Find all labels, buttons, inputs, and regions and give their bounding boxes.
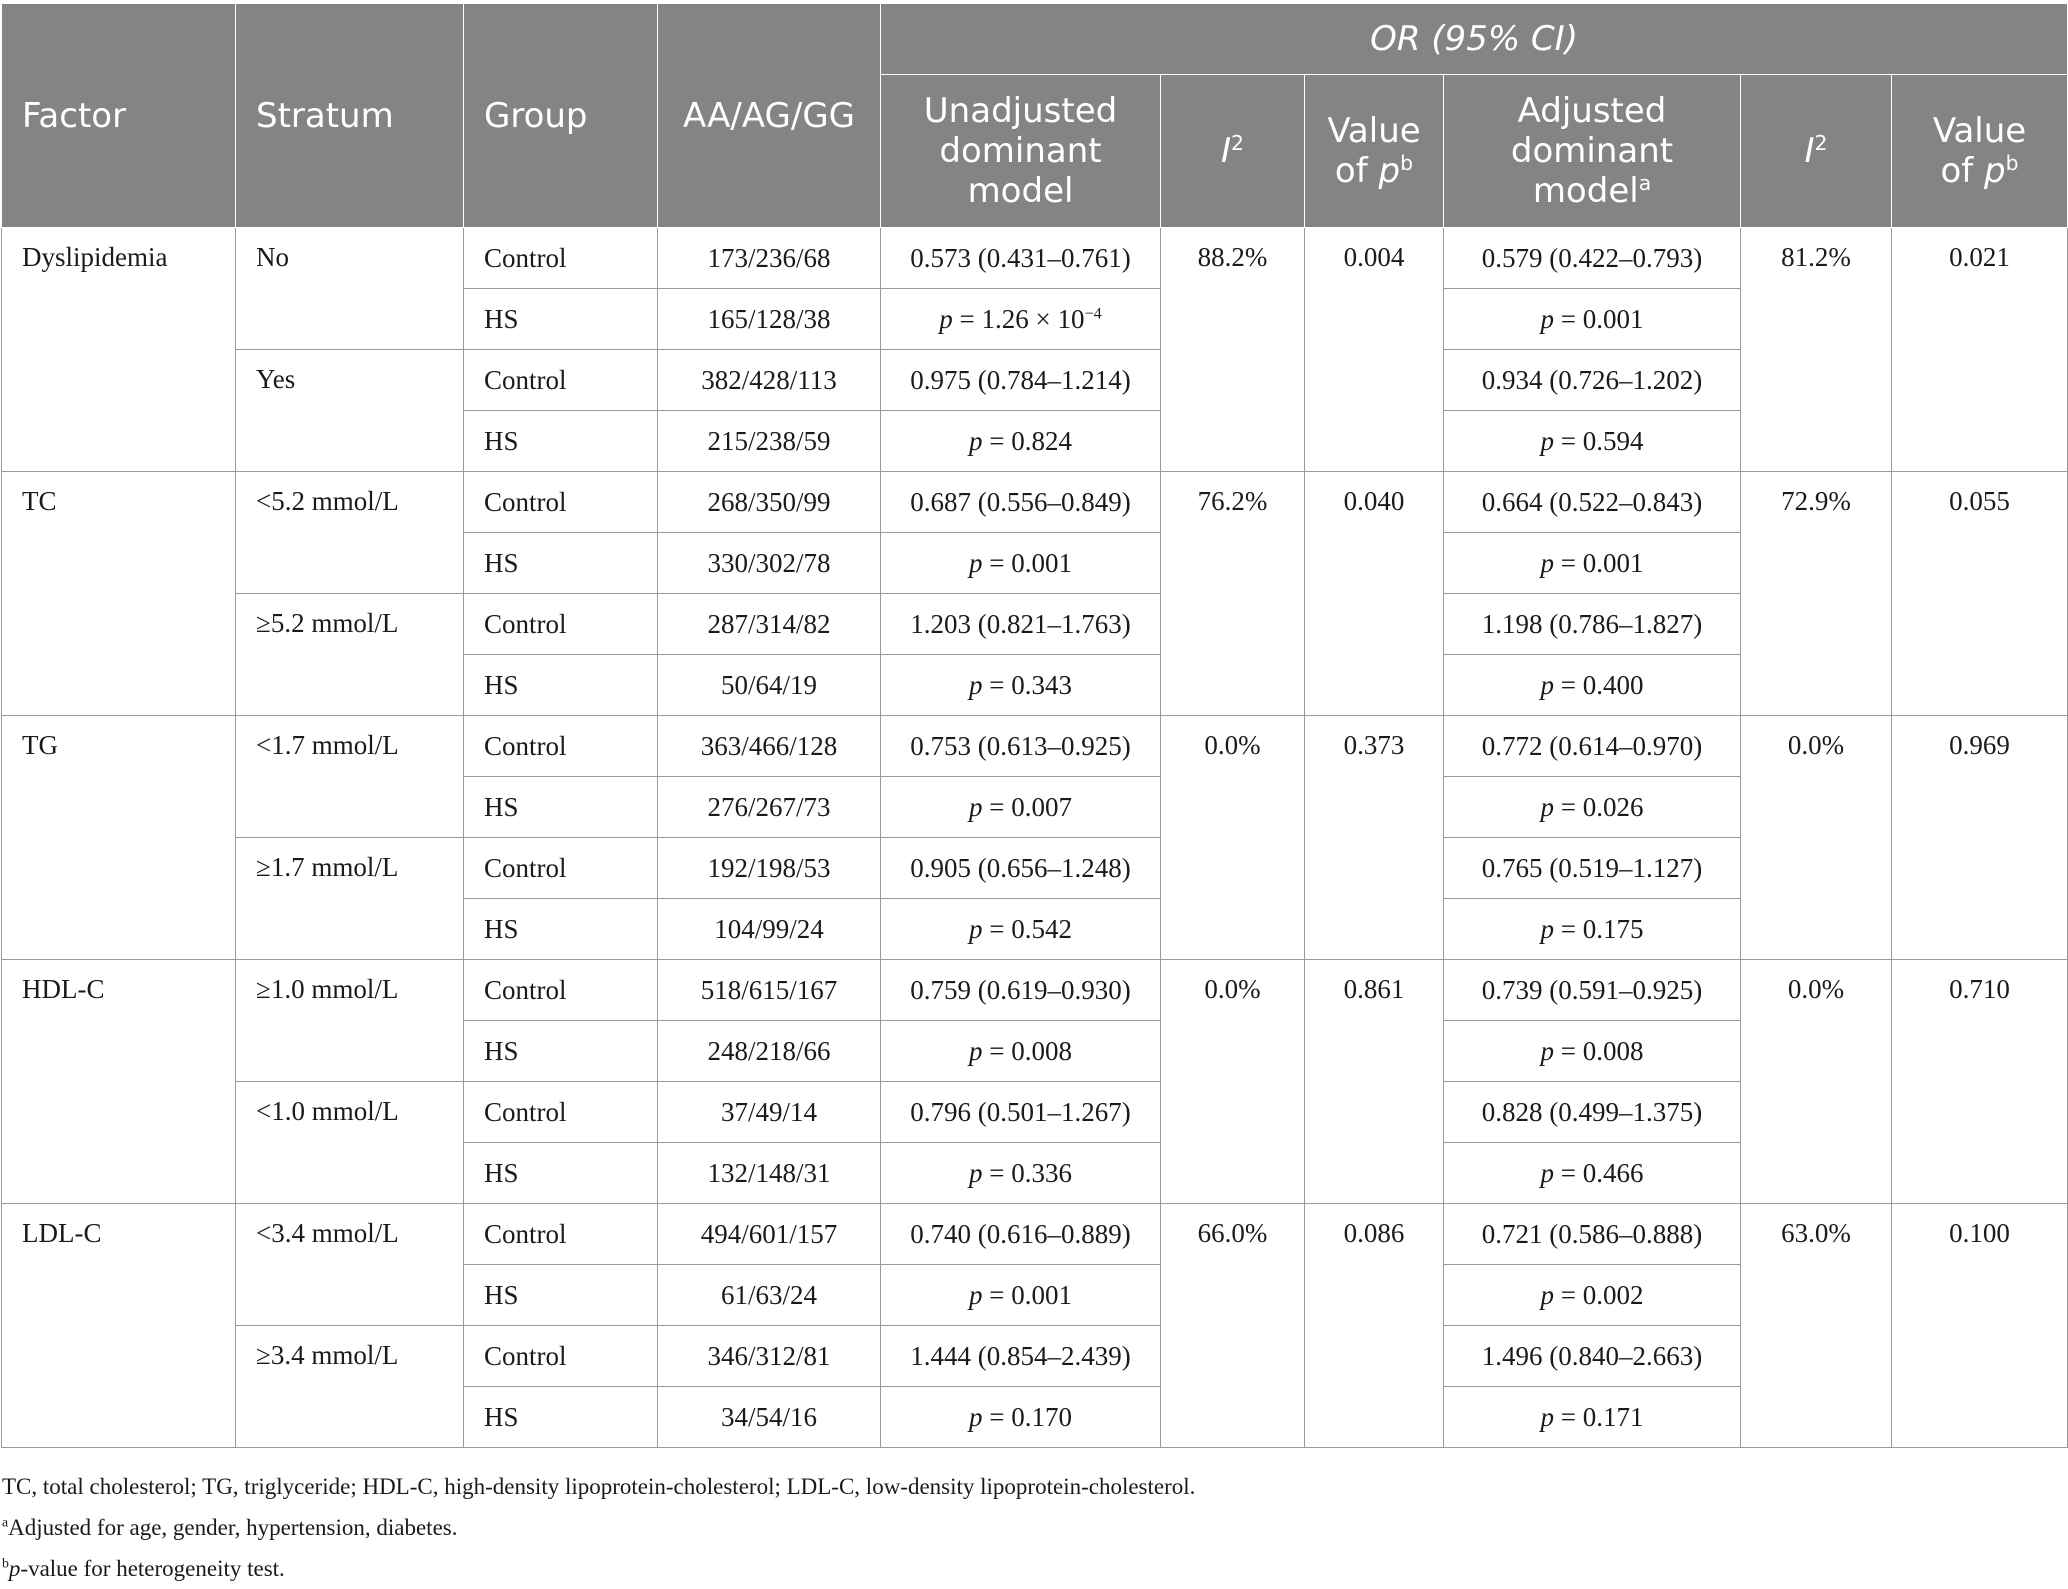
group-cell: Control (464, 716, 658, 777)
footnote-b (2, 1548, 1195, 1589)
header-stratum: Stratum (236, 4, 464, 228)
genotype-cell: 268/350/99 (658, 472, 881, 533)
footnote-abbreviations: TC, total cholesterol; TG, triglyceride; HDL-C, high-density lipoprotein-cholesterol; LDL-C, low-density lipoprotein-cholesterol. (2, 1474, 1196, 1499)
header-p: p (1378, 151, 1401, 191)
stratum-cell: <3.4 mmol/L (236, 1204, 464, 1326)
adjusted-or-cell: 0.772 (0.614–0.970) (1444, 716, 1741, 777)
adjusted-p-cell (1444, 1387, 1741, 1448)
adjusted-or-cell: 1.496 (0.840–2.663) (1444, 1326, 1741, 1387)
i2-adjusted-cell: 0.0% (1741, 960, 1892, 1204)
header-i2-unadjusted (1161, 75, 1305, 228)
i2-unadjusted-cell: 0.0% (1161, 716, 1305, 960)
p-value: = 0.170 (989, 1401, 1072, 1432)
header-factor: Factor (2, 4, 236, 228)
i2-unadjusted-cell: 76.2% (1161, 472, 1305, 716)
group-cell: HS (464, 899, 658, 960)
header-adjusted-sup: a (1638, 170, 1652, 195)
p-letter: p (1540, 1279, 1554, 1310)
p-letter: p (1540, 1035, 1554, 1066)
p-adjusted-cell: 0.021 (1892, 228, 2068, 472)
adjusted-p-cell (1444, 411, 1741, 472)
p-letter: p (969, 1401, 983, 1432)
group-cell: HS (464, 533, 658, 594)
header-i2-sup: 2 (1814, 130, 1828, 155)
i2-adjusted-cell: 63.0% (1741, 1204, 1892, 1448)
footnotes (2, 1466, 1195, 1589)
unadjusted-p-cell (881, 289, 1161, 350)
factor-cell: TG (2, 716, 236, 960)
stratum-cell: <1.0 mmol/L (236, 1082, 464, 1204)
genotype-cell: 173/236/68 (658, 228, 881, 289)
p-letter: p (969, 1279, 983, 1310)
p-value: = 0.008 (989, 1035, 1072, 1066)
p-value: = 0.001 (1560, 303, 1644, 334)
group-cell: HS (464, 1143, 658, 1204)
p-value: = 0.824 (989, 425, 1072, 456)
p-letter: p (969, 1035, 983, 1066)
header-row-1 (2, 4, 2068, 75)
header-genotype-label: AA/AG/GG (682, 95, 856, 136)
group-cell: Control (464, 1082, 658, 1143)
p-value: = 0.001 (989, 547, 1072, 578)
unadjusted-or-cell: 0.753 (0.613–0.925) (881, 716, 1161, 777)
header-p: p (1984, 151, 2006, 191)
p-letter: p (939, 303, 953, 334)
stratum-cell: No (236, 228, 464, 350)
footnote-b-text: -value for heterogeneity test. (20, 1556, 285, 1581)
p-value: = 0.336 (989, 1157, 1072, 1188)
unadjusted-or-cell: 0.687 (0.556–0.849) (881, 472, 1161, 533)
p-unadjusted-cell: 0.373 (1305, 716, 1444, 960)
unadjusted-p-cell (881, 411, 1161, 472)
p-letter: p (969, 791, 983, 822)
p-value: = 0.002 (1560, 1279, 1644, 1310)
p-letter: p (969, 1157, 983, 1188)
group-cell: HS (464, 777, 658, 838)
i2-adjusted-cell: 0.0% (1741, 716, 1892, 960)
genotype-cell: 276/267/73 (658, 777, 881, 838)
unadjusted-or-cell: 1.444 (0.854–2.439) (881, 1326, 1161, 1387)
unadjusted-p-cell (881, 777, 1161, 838)
p-letter: p (969, 913, 983, 944)
p-adjusted-cell: 0.710 (1892, 960, 2068, 1204)
unadjusted-p-cell (881, 1265, 1161, 1326)
unadjusted-p-cell (881, 899, 1161, 960)
header-pvalue-adjusted (1892, 75, 2068, 228)
footnote-b-mark: b (2, 1555, 9, 1571)
group-cell: HS (464, 1387, 658, 1448)
p-value: = 0.008 (1560, 1035, 1644, 1066)
group-cell: HS (464, 1265, 658, 1326)
p-value: = 0.001 (1560, 547, 1644, 578)
adjusted-p-cell (1444, 899, 1741, 960)
adjusted-or-cell: 0.934 (0.726–1.202) (1444, 350, 1741, 411)
p-letter: p (1540, 1157, 1554, 1188)
factor-cell: HDL-C (2, 960, 236, 1204)
results-table (1, 3, 2068, 1448)
adjusted-p-cell (1444, 655, 1741, 716)
group-cell: Control (464, 1204, 658, 1265)
header-adjusted (1444, 75, 1741, 228)
adjusted-or-cell: 1.198 (0.786–1.827) (1444, 594, 1741, 655)
p-value: = 0.400 (1560, 669, 1644, 700)
p-value: = 0.594 (1560, 425, 1644, 456)
header-value-of: Value of (1932, 111, 2027, 191)
group-cell: Control (464, 838, 658, 899)
adjusted-p-cell (1444, 533, 1741, 594)
p-unadjusted-cell: 0.086 (1305, 1204, 1444, 1448)
unadjusted-or-cell: 0.759 (0.619–0.930) (881, 960, 1161, 1021)
header-p-sup: b (2005, 150, 2019, 175)
i2-unadjusted-cell: 88.2% (1161, 228, 1305, 472)
p-letter: p (1540, 669, 1554, 700)
genotype-cell: 363/466/128 (658, 716, 881, 777)
unadjusted-p-cell (881, 1021, 1161, 1082)
p-unadjusted-cell: 0.004 (1305, 228, 1444, 472)
p-letter: p (1540, 547, 1554, 578)
stratum-cell: Yes (236, 350, 464, 472)
unadjusted-or-cell: 0.740 (0.616–0.889) (881, 1204, 1161, 1265)
p-unadjusted-cell: 0.040 (1305, 472, 1444, 716)
i2-adjusted-cell: 81.2% (1741, 228, 1892, 472)
unadjusted-p-cell (881, 533, 1161, 594)
p-value: = 0.001 (989, 1279, 1072, 1310)
p-value: = 0.343 (989, 669, 1072, 700)
p-adjusted-cell: 0.055 (1892, 472, 2068, 716)
unadjusted-or-cell: 0.796 (0.501–1.267) (881, 1082, 1161, 1143)
group-cell: Control (464, 472, 658, 533)
unadjusted-p-cell (881, 655, 1161, 716)
genotype-cell: 382/428/113 (658, 350, 881, 411)
i2-unadjusted-cell: 0.0% (1161, 960, 1305, 1204)
p-letter: p (1540, 303, 1554, 334)
p-exponent: −4 (1084, 303, 1102, 322)
group-cell: Control (464, 960, 658, 1021)
footnote-a-text: Adjusted for age, gender, hypertension, diabetes. (8, 1515, 458, 1540)
factor-cell: LDL-C (2, 1204, 236, 1448)
table-row (2, 960, 2068, 1021)
genotype-cell: 192/198/53 (658, 838, 881, 899)
genotype-cell: 34/54/16 (658, 1387, 881, 1448)
p-letter: p (969, 669, 983, 700)
genotype-cell: 248/218/66 (658, 1021, 881, 1082)
footnote-b-p: p (8, 1556, 21, 1581)
factor-cell: TC (2, 472, 236, 716)
header-or-ci (881, 4, 2068, 75)
genotype-cell: 132/148/31 (658, 1143, 881, 1204)
p-letter: p (969, 425, 983, 456)
genotype-cell: 518/615/167 (658, 960, 881, 1021)
group-cell: HS (464, 289, 658, 350)
group-cell: HS (464, 411, 658, 472)
group-cell: Control (464, 1326, 658, 1387)
adjusted-p-cell (1444, 1143, 1741, 1204)
genotype-cell: 104/99/24 (658, 899, 881, 960)
genotype-cell: 61/63/24 (658, 1265, 881, 1326)
header-value-of: Value of (1327, 111, 1421, 191)
stratum-cell: <1.7 mmol/L (236, 716, 464, 838)
adjusted-p-cell (1444, 289, 1741, 350)
genotype-cell: 330/302/78 (658, 533, 881, 594)
genotype-cell: 494/601/157 (658, 1204, 881, 1265)
table-row (2, 1204, 2068, 1265)
header-i2-adjusted (1741, 75, 1892, 228)
group-cell: Control (464, 228, 658, 289)
genotype-cell: 50/64/19 (658, 655, 881, 716)
p-letter: p (969, 547, 983, 578)
table-row (2, 228, 2068, 289)
genotype-cell: 215/238/59 (658, 411, 881, 472)
p-value: = 0.171 (1560, 1401, 1644, 1432)
adjusted-or-cell: 0.828 (0.499–1.375) (1444, 1082, 1741, 1143)
header-i2-base: I (1804, 131, 1815, 171)
p-letter: p (1540, 913, 1554, 944)
i2-unadjusted-cell: 66.0% (1161, 1204, 1305, 1448)
p-value: = 0.175 (1560, 913, 1644, 944)
stratum-cell: <5.2 mmol/L (236, 472, 464, 594)
p-value: = 0.466 (1560, 1157, 1644, 1188)
unadjusted-p-cell (881, 1387, 1161, 1448)
table-body (2, 228, 2068, 1448)
header-p-sup: b (1400, 150, 1414, 175)
table-header (2, 4, 2068, 228)
p-value: = 0.007 (989, 791, 1072, 822)
unadjusted-or-cell: 1.203 (0.821–1.763) (881, 594, 1161, 655)
stratum-cell: ≥1.0 mmol/L (236, 960, 464, 1082)
stratum-cell: ≥1.7 mmol/L (236, 838, 464, 960)
header-group: Group (464, 4, 658, 228)
footnote-a-mark: a (2, 1514, 9, 1530)
table-row (2, 716, 2068, 777)
i2-adjusted-cell: 72.9% (1741, 472, 1892, 716)
adjusted-or-cell: 0.739 (0.591–0.925) (1444, 960, 1741, 1021)
header-unadjusted: Unadjusted dominant model (881, 75, 1161, 228)
footnote-a (2, 1507, 1195, 1548)
adjusted-p-cell (1444, 1021, 1741, 1082)
adjusted-or-cell: 0.721 (0.586–0.888) (1444, 1204, 1741, 1265)
group-cell: HS (464, 1021, 658, 1082)
header-i2-base: I (1220, 131, 1232, 171)
p-value: = 0.026 (1560, 791, 1644, 822)
p-letter: p (1540, 1401, 1554, 1432)
p-letter: p (1540, 791, 1554, 822)
genotype-cell: 165/128/38 (658, 289, 881, 350)
p-unadjusted-cell: 0.861 (1305, 960, 1444, 1204)
stratum-cell: ≥3.4 mmol/L (236, 1326, 464, 1448)
group-cell: Control (464, 594, 658, 655)
factor-cell: Dyslipidemia (2, 228, 236, 472)
p-value: = 0.542 (989, 913, 1072, 944)
p-adjusted-cell: 0.969 (1892, 716, 2068, 960)
group-cell: Control (464, 350, 658, 411)
adjusted-or-cell: 0.579 (0.422–0.793) (1444, 228, 1741, 289)
p-value: = 1.26 × 10 (959, 303, 1085, 334)
genotype-cell: 37/49/14 (658, 1082, 881, 1143)
p-adjusted-cell: 0.100 (1892, 1204, 2068, 1448)
header-i2-sup: 2 (1231, 130, 1244, 155)
table-row (2, 472, 2068, 533)
header-genotype (658, 4, 881, 228)
group-cell: HS (464, 655, 658, 716)
adjusted-or-cell: 0.664 (0.522–0.843) (1444, 472, 1741, 533)
p-letter: p (1540, 425, 1554, 456)
unadjusted-p-cell (881, 1143, 1161, 1204)
unadjusted-or-cell: 0.905 (0.656–1.248) (881, 838, 1161, 899)
adjusted-or-cell: 0.765 (0.519–1.127) (1444, 838, 1741, 899)
genotype-cell: 346/312/81 (658, 1326, 881, 1387)
header-or-ci-label: OR (95% CI) (1370, 19, 1578, 59)
header-pvalue-unadjusted (1305, 75, 1444, 228)
genotype-cell: 287/314/82 (658, 594, 881, 655)
unadjusted-or-cell: 0.975 (0.784–1.214) (881, 350, 1161, 411)
header-adjusted-label: Adjusted dominant model (1510, 91, 1674, 211)
stratum-cell: ≥5.2 mmol/L (236, 594, 464, 716)
adjusted-p-cell (1444, 1265, 1741, 1326)
adjusted-p-cell (1444, 777, 1741, 838)
unadjusted-or-cell: 0.573 (0.431–0.761) (881, 228, 1161, 289)
